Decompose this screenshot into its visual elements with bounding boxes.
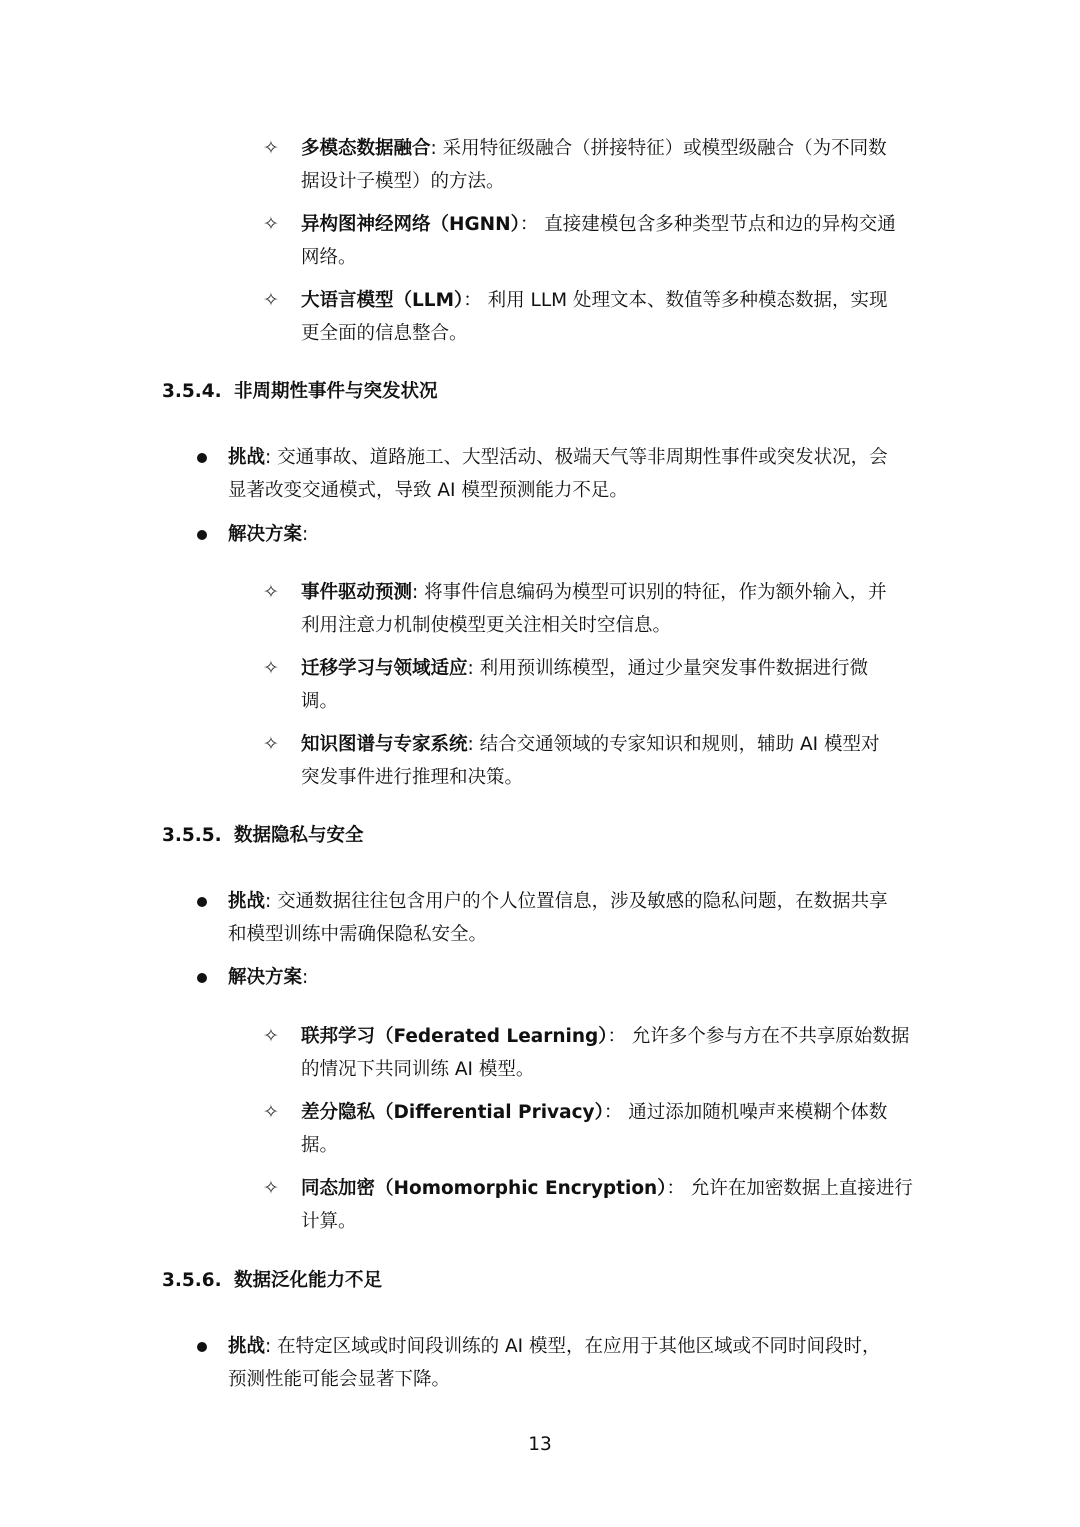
section-number: 3.5.4. <box>162 381 222 402</box>
subitem-text: 突发事件进行推理和决策。 <box>301 767 524 788</box>
subitem-text: 据。 <box>301 1135 339 1156</box>
bullet-text: 预测性能可能会显著下降。 <box>228 1369 451 1390</box>
diamond-bullet-icon: ✧ <box>263 1025 279 1047</box>
bullet-term: 解决方案 <box>228 967 303 988</box>
section-heading <box>162 821 364 847</box>
bullet-dot-icon <box>197 453 207 463</box>
diamond-bullet-icon: ✧ <box>263 1101 279 1123</box>
subitem-term: 事件驱动预测 <box>301 582 413 603</box>
section-heading <box>162 377 438 403</box>
subitem-text: 采用特征级融合（拼接特征）或模型级融合（为不同数 <box>436 138 887 159</box>
subitem-term: 同态加密（Homomorphic Encryption） <box>301 1178 667 1199</box>
subitem-term: 迁移学习与领域适应 <box>301 658 468 679</box>
subitem-text: 据设计子模型）的方法。 <box>301 171 505 192</box>
diamond-bullet-icon: ✧ <box>263 1177 279 1199</box>
diamond-bullet-icon: ✧ <box>263 289 279 311</box>
subitem-text: 利用 LLM 处理文本、数值等多种模态数据，实现 <box>481 290 888 311</box>
subitem-text: 将事件信息编码为模型可识别的特征，作为额外输入，并 <box>418 582 887 603</box>
section-title: 数据隐私与安全 <box>234 825 364 846</box>
bullet-term: 解决方案 <box>228 524 303 545</box>
bullet-dot-icon <box>197 1342 207 1352</box>
subitem-text: 通过添加随机噪声来模糊个体数 <box>622 1102 888 1123</box>
section-number: 3.5.6. <box>162 1270 222 1291</box>
diamond-bullet-icon: ✧ <box>263 213 279 235</box>
subitem-term: 多模态数据融合 <box>301 138 431 159</box>
bullet-dot-icon <box>197 973 207 983</box>
bullet-text: 交通数据往往包含用户的个人位置信息，涉及敏感的隐私问题，在数据共享 <box>271 891 888 912</box>
subitem-term: 知识图谱与专家系统 <box>301 734 468 755</box>
bullet-text: 和模型训练中需确保隐私安全。 <box>228 924 488 945</box>
diamond-bullet-icon: ✧ <box>263 581 279 603</box>
diamond-bullet-icon: ✧ <box>263 733 279 755</box>
diamond-bullet-icon: ✧ <box>263 657 279 679</box>
section-title: 数据泛化能力不足 <box>234 1270 383 1291</box>
bullet-dot-icon <box>197 897 207 907</box>
bullet-term: 挑战 <box>228 447 266 468</box>
section-number: 3.5.5. <box>162 825 222 846</box>
bullet-term: 挑战 <box>228 1336 266 1357</box>
document-page: ✧ 多模态数据融合: 采用特征级融合（拼接特征）或模型级融合（为不同数 据设计子模型）的方法。 ✧ 异构图神经网络（HGNN）： 直接建模包含多种类型节点和边的异构交通 网络。 ✧ 大语言模型（LLM）： 利用 LLM 处理文本、数值等多种模态数据，实现 更全面的信息整合。 3.5.4. 非周期性事件与突发状况 挑战: 交通事故、道路施工、大型活动、极端天气等非周期性事件或突发状况，会 显著改变交通模式，导致 AI 模型预测能力不足。 解决方案: ✧ 事件驱动预测: 将事件信息编码为模型可识别的特征，作为额外输入，并 利用注意力机制使模型更关注相关时空信息。 ✧ 迁移学习与领域适应: 利用预训练模型，通过少量突发事件数据进行微 调。 ✧ 知识图谱与专家系统: 结合交通领域的专家知识和规则，辅助 AI 模型对 突发事件进行推理和决策。 3.5.5. 数据隐私与安全 挑战: 交通数据往往包含用户的个人位置信息，涉及敏感的隐私问题，在数据共享 和模型训练中需确保隐私安全。 解决方案: ✧ 联邦学习（Federated Learning）： 允许多个参与方在不共享原始数据 的情况下共同训练 AI 模型。 ✧ 差分隐私（Differential Privacy）： 通过添加随机噪声来模糊个体数 据。 ✧ 同态加密（Homomorphic Encryption）： 允许在加密数据上直接进行 计算。 3.5.6. 数据泛化能力不足 挑战: 在特定区域或时间段训练的 AI 模型，在应用于其他区域或不同时间段时， 预测性能可能会显著下降。 13 <box>0 0 1080 1527</box>
subitem-text: 网络。 <box>301 247 357 268</box>
subitem-term: 联邦学习（Federated Learning） <box>301 1026 608 1047</box>
bullet-term: 挑战 <box>228 891 266 912</box>
subitem-text: 结合交通领域的专家知识和规则，辅助 AI 模型对 <box>473 734 880 755</box>
bullet-dot-icon <box>197 530 207 540</box>
subitem-term: 大语言模型（LLM） <box>301 290 464 311</box>
page-number: 13 <box>528 1434 552 1455</box>
diamond-bullet-icon: ✧ <box>263 137 279 159</box>
bullet-text: 显著改变交通模式，导致 AI 模型预测能力不足。 <box>228 480 628 501</box>
subitem-text: 允许多个参与方在不共享原始数据 <box>626 1026 910 1047</box>
subitem-text: 利用预训练模型，通过少量突发事件数据进行微 <box>473 658 869 679</box>
subitem-text: 计算。 <box>301 1211 357 1232</box>
bullet-text: 在特定区域或时间段训练的 AI 模型，在应用于其他区域或不同时间段时， <box>271 1336 881 1357</box>
subitem-text: 直接建模包含多种类型节点和边的异构交通 <box>538 214 896 235</box>
subitem-text: 更全面的信息整合。 <box>301 323 468 344</box>
subitem-text: 允许在加密数据上直接进行 <box>684 1178 913 1199</box>
subitem-text: 调。 <box>301 691 339 712</box>
subitem-term: 异构图神经网络（HGNN） <box>301 214 520 235</box>
subitem-term: 差分隐私（Differential Privacy） <box>301 1102 604 1123</box>
section-heading <box>162 1266 382 1292</box>
subitem-text: 的情况下共同训练 AI 模型。 <box>301 1059 535 1080</box>
bullet-text: 交通事故、道路施工、大型活动、极端天气等非周期性事件或突发状况，会 <box>271 447 888 468</box>
subitem-text: 利用注意力机制使模型更关注相关时空信息。 <box>301 615 672 636</box>
section-title: 非周期性事件与突发状况 <box>234 381 438 402</box>
